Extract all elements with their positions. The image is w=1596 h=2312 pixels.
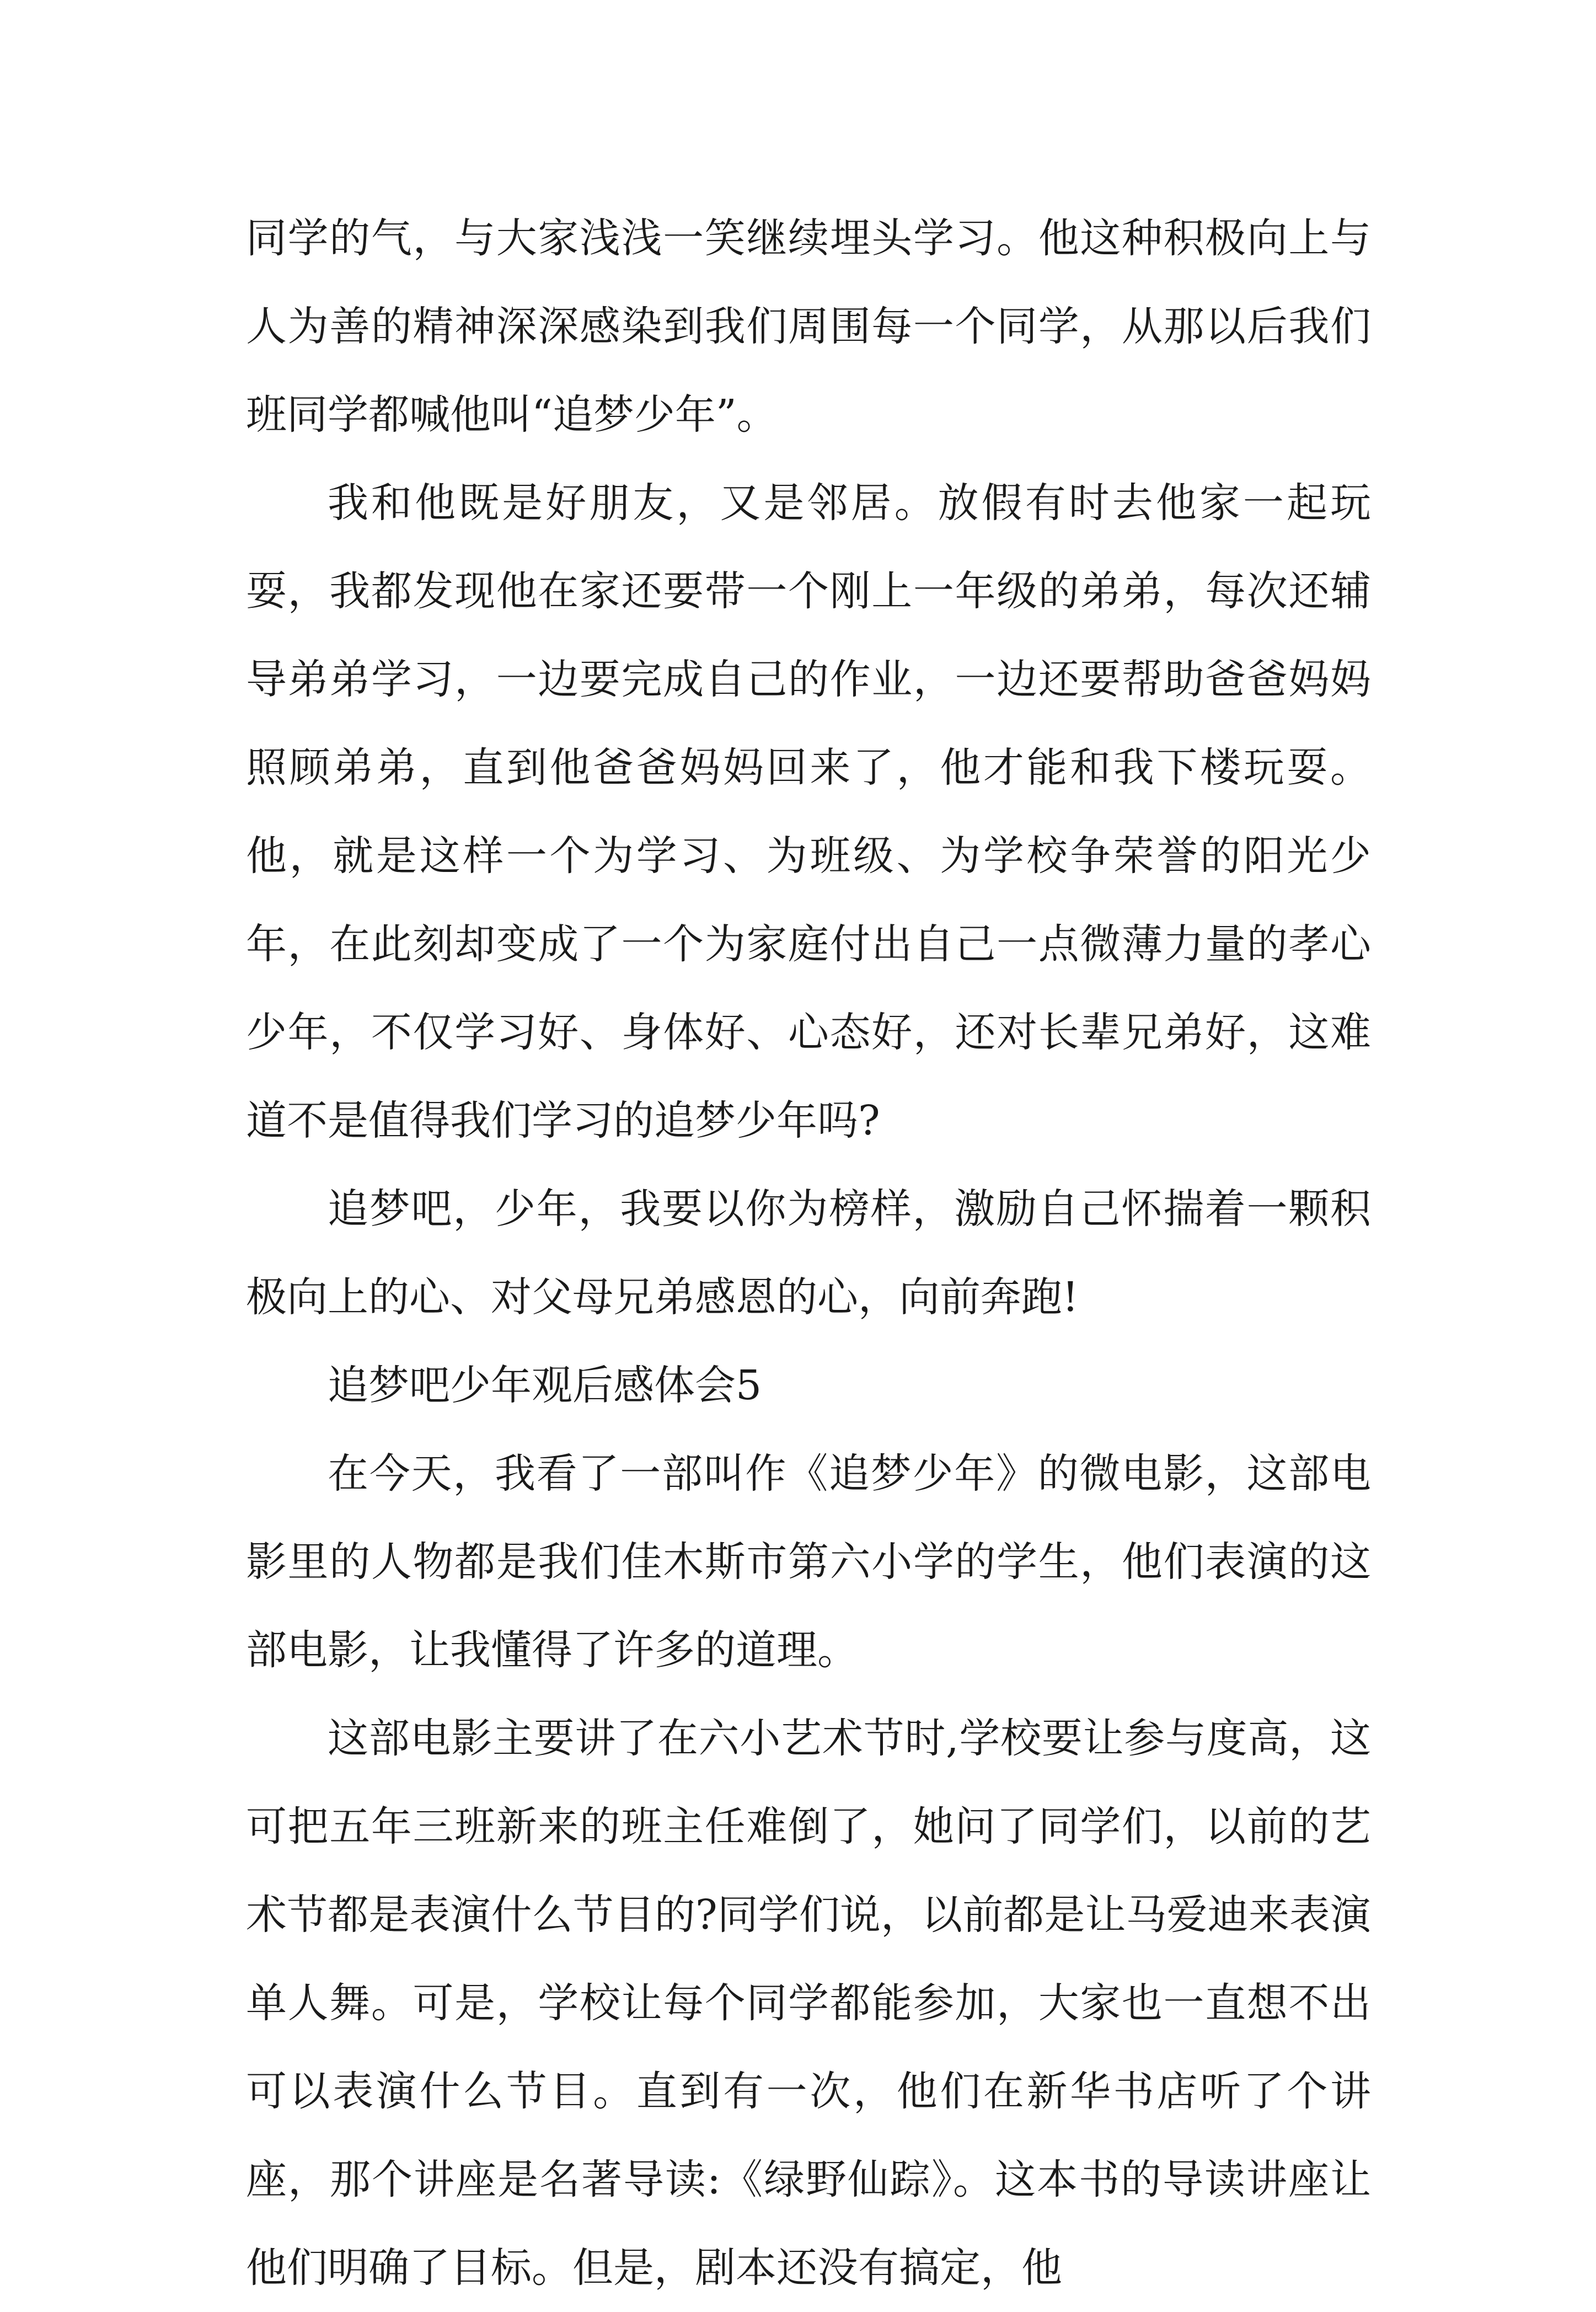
paragraph-film-plot: 这部电影主要讲了在六小艺术节时,学校要让参与度高，这可把五年三班新来的班主任难倒了，她问了同学们，以前的艺术节都是表演什么节目的?同学们说，以前都是让马爱迪来表演单人舞。可是，学校让每个同学都能参加，大家也一直想不出可以表演什么节目。直到有一次，他们在新华书店听了个讲座，那个讲座是名著导读:《绿野仙踪》。这本书的导读讲座让他们明确了目标。但是，剧本还没有搞定，他 xyxy=(246,1715,1371,2292)
paragraph-continued: 同学的气，与大家浅浅一笑继续埋头学习。他这种积极向上与人为善的精神深深感染到我们周围每一个同学，从那以后我们班同学都喊他叫“追梦少年”。 xyxy=(246,215,1371,438)
section-heading: 追梦吧少年观后感体会5 xyxy=(328,1362,762,1409)
body-text xyxy=(246,194,1371,2312)
paragraph-micro-film: 在今天，我看了一部叫作《追梦少年》的微电影，这部电影里的人物都是我们佳木斯市第六小学的学生，他们表演的这部电影，让我懂得了许多的道理。 xyxy=(246,1450,1371,1674)
paragraph-chase-dream: 追梦吧，少年，我要以你为榜样，激励自己怀揣着一颗积极向上的心、对父母兄弟感恩的心，向前奔跑! xyxy=(246,1185,1371,1321)
paragraph-neighbor: 我和他既是好朋友，又是邻居。放假有时去他家一起玩耍，我都发现他在家还要带一个刚上一年级的弟弟，每次还辅导弟弟学习，一边要完成自己的作业，一边还要帮助爸爸妈妈照顾弟弟，直到他爸爸妈妈回来了，他才能和我下楼玩耍。他，就是这样一个为学习、为班级、为学校争荣誉的阳光少年，在此刻却变成了一个为家庭付出自己一点微薄力量的孝心少年，不仅学习好、身体好、心态好，还对长辈兄弟好，这难道不是值得我们学习的追梦少年吗? xyxy=(246,479,1371,1144)
